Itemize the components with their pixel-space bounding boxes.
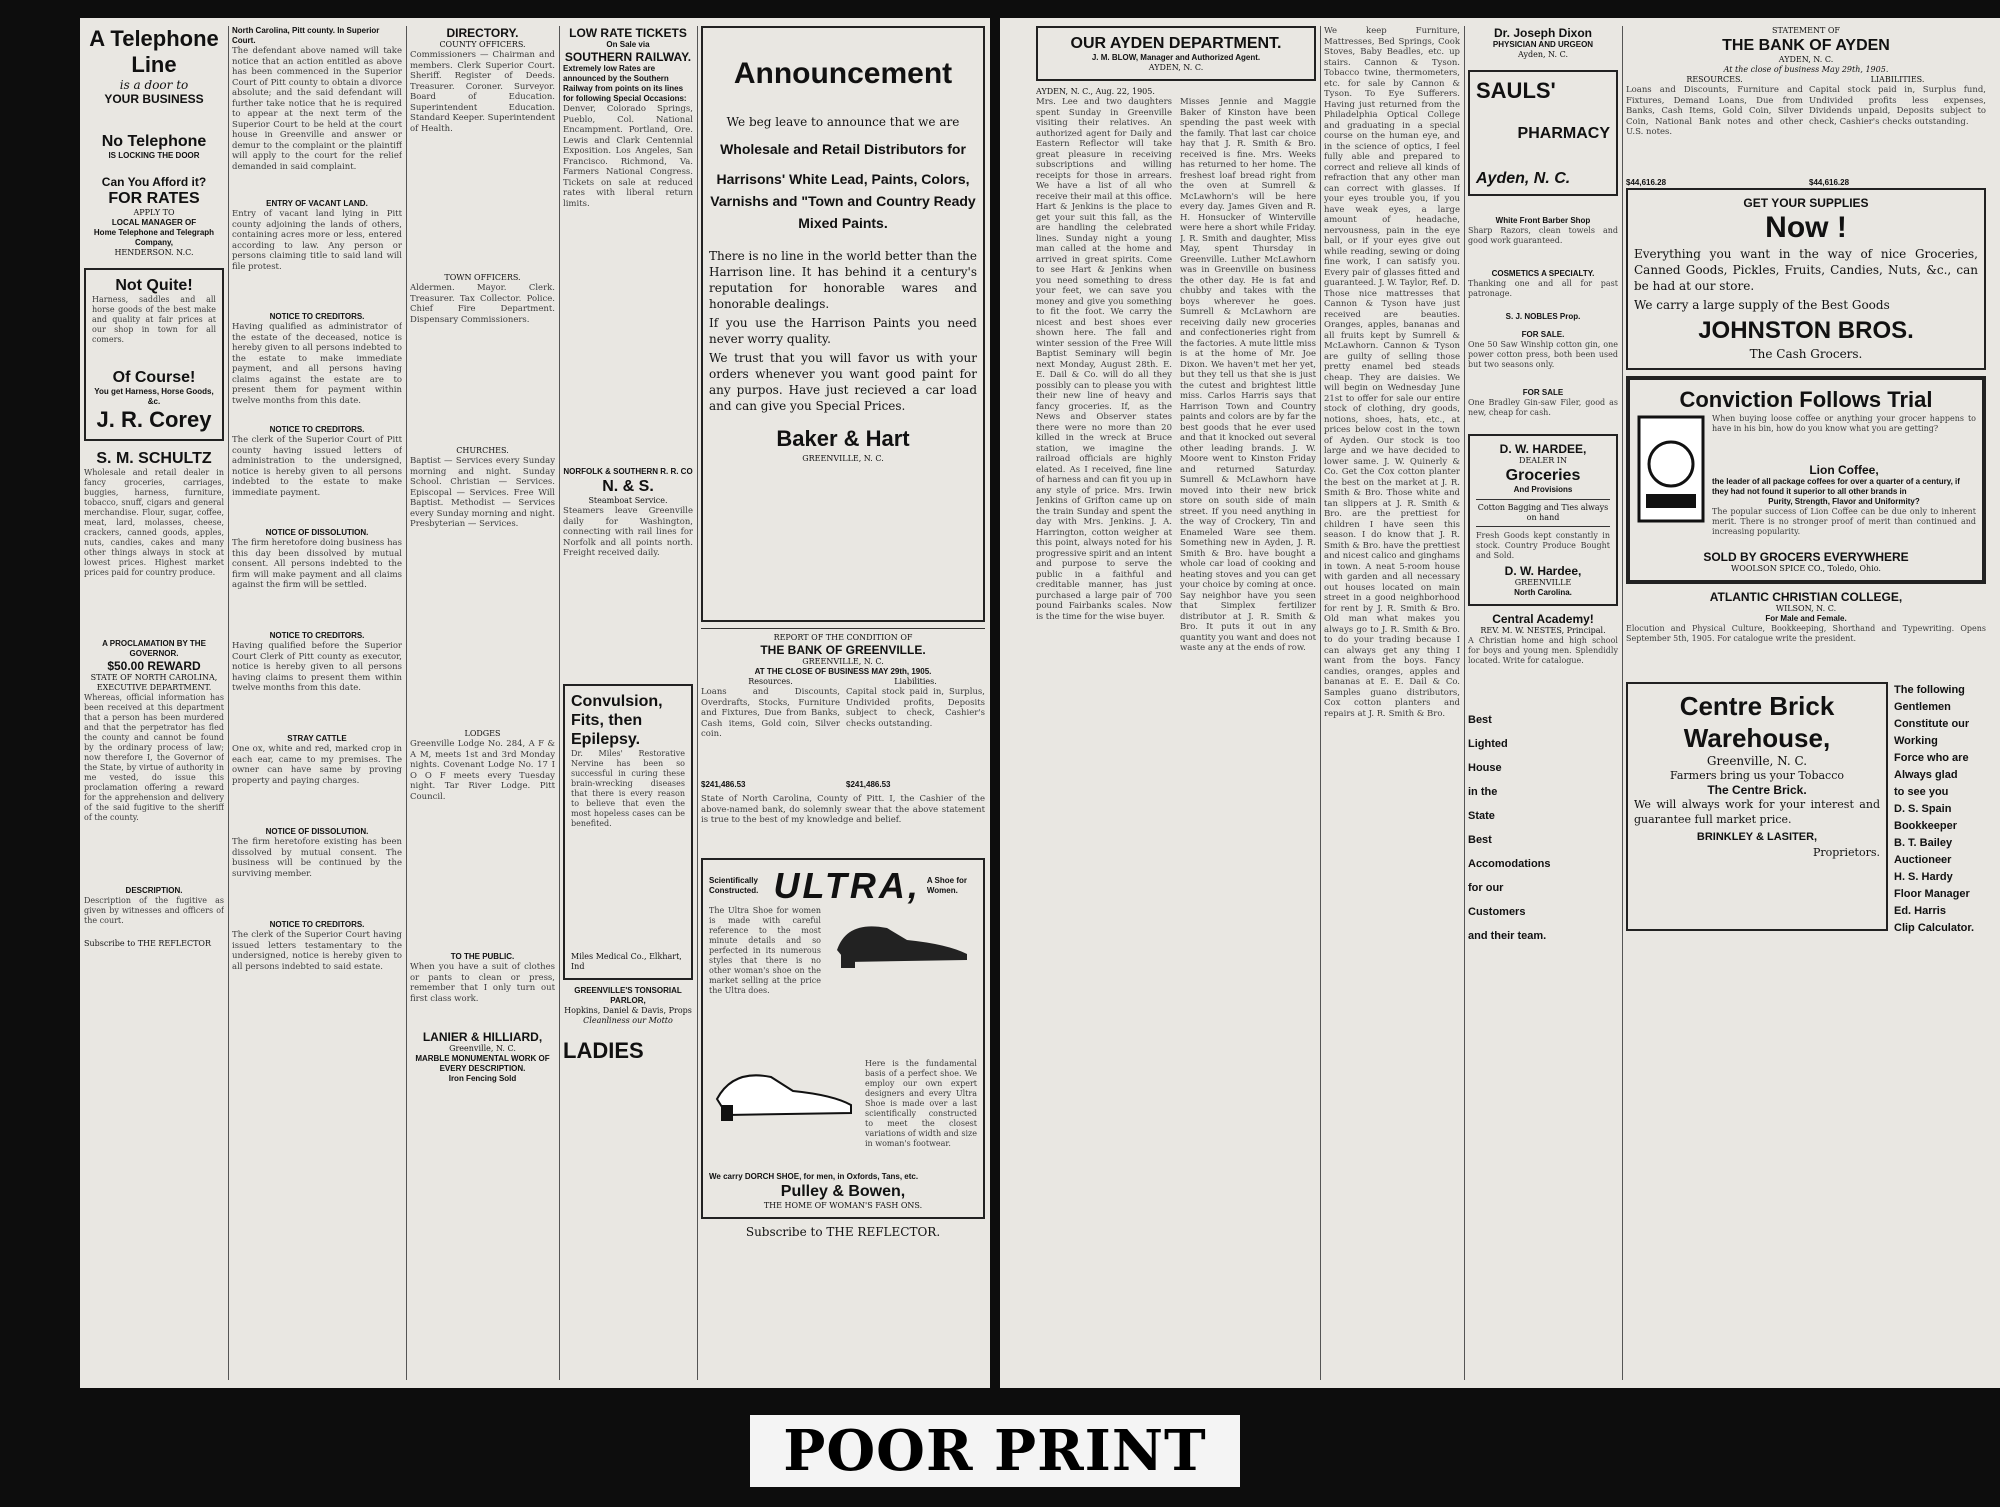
best-line: Accomodations	[1468, 858, 1551, 870]
barber-cosmetics: COSMETICS A SPECIALTY.	[1491, 269, 1595, 278]
convulsion-ad: Convulsion, Fits, then Epilepsy. Dr. Miles' Restorative Nervine has been so successful in curing these brain-wrecking diseases that there is every reason to believe that even the most hopeless cases can be benefited. Miles Medical Co., Elkhart, Ind	[563, 684, 693, 980]
best-line: Best	[1468, 714, 1492, 726]
announcement-body4: There is no line in the world better than the Harrison line. It has behind it a century's reputation for honorable wares and honorable dealings.	[709, 249, 977, 311]
dorch-shoe: We carry DORCH SHOE, for men, in Oxfords, Tans, etc.	[709, 1172, 919, 1181]
column-ayden-1: OUR AYDEN DEPARTMENT. J. M. BLOW, Manager and Authorized Agent. AYDEN, N. C. AYDEN, N. C., Aug. 22, 1905. Mrs. Lee and two daughters spent Sunday in Greenville visiting their relatives. An authorized agent for Daily and Eastern Reflector will take great pleasure in receiving subscriptions and willing receipts for those in arrears. We have a list of all who receive their mail at this office. Hart & Jenkins is the place to get your suit this fall, as the are handling the celebrated lines. Sunday night a young man called at the home and arrived in great spirits. Come to see Hart & Jenkins when you need something to dress your feet, we can save you money and give you something to fit the foot. We carry the nicest and best shoes ever shown here. The fall and winter session of the Free Will Baptist Seminary will begin next Monday, August 28th. E. E. Dail & Co. will do all they possibly can to please you with their new line of heavy and fancy groceries. If, as the News and Observer states there were no more than 20 killed in the wreck at Bruce station, we imagine the railroad officials are highly elated. As I received, fine line of harness and can fit you up in any style of price. Mrs. Irwin Jenkins of Grifton came up on the train Sunday and spent the day with Mrs. Jenkins. J. A. Harrington, cotton weigher at this point, always noted for his progressive spirit and an intent and purpose to serve the public in a faithful and creditable manner, has just purchased a large pair of 700 pound Fairbanks scales. Now is the time for the wise buyer. Misses Jennie and Maggie Baker of Kinston have been spending the past week with the family. That last car choice hay that J. R. Smith & Bro. received is fine. Mrs. Weeks has returned to her home. The freshest loaf bread right from the oven at Sumrell & McLawhorn's will be here every day. James Given and R. H. Honsucker of Winterville were here a short while Friday. J. R. Smith and daughter, Miss May, spent Thursday in Greenville. Luther McLawhorn was in Greenville on business the other day. He is fat and chubby and takes with the boys wherever he goes. Sumrell & McLawhorn are receiving daily new groceries and confectioneries right from the factories. A mute little miss is at the home of Mr. Joe Dixon. We haven't met her yet, but they tell us that she is just the cutest and brightest little miss. Carlos Harris says that Harrison Town and Country paints and colors are by far the best goods that he ever used and that it knocked out several other leading brands. J. W. Moore went to Kinston Friday and returned Saturday. Sumrell & McLawhorn have moved into their new brick store on south side of main street. If you need anything in the way of Crockery, Tin and Enameled Ware see them. Something new in Ayden, J. R. Smith & Bro. have bought a whole car load of cooking and heating stoves and you can get your choice by coming at once. Say neighbor have you seen that Simplex fertilizer distributor at J. R. Smith & Bro. It puts it out in any quantity you want and does not waste any at the ends of row.	[1036, 26, 1316, 1380]
lanier-city: Greenville, N. C.	[449, 1044, 516, 1053]
best-line: in the	[1468, 786, 1498, 798]
atlantic-city: WILSON, N. C.	[1775, 604, 1837, 613]
subscribe-left: Subscribe to THE REFLECTOR	[84, 939, 211, 948]
hardee-name: D. W. HARDEE,	[1499, 442, 1587, 456]
shoe-icon	[827, 910, 977, 970]
sauls-city: Ayden, N. C.	[1476, 170, 1571, 187]
telephone-apply: APPLY TO	[133, 208, 175, 217]
announcement-city: GREENVILLE, N. C.	[802, 454, 884, 463]
bank-ayden-liabilities: LIABILITIES.	[1870, 75, 1925, 84]
proclamation-desc: DESCRIPTION.	[125, 886, 183, 895]
column-ayden-2: We keep Furniture, Mattresses, Bed Springs, Cook Stoves, Baby Beadles, etc. up stairs. Cannon & Tyson. Tobacco twine, thermometers, etc. for sale by Cannon & Tyson. To Eye Sufferers. Having just returned from the Philadelphia Optical College and graduating in a special course on the human eye, and in the science of optics, I feel fully able and prepared to correct and relieve all kinds of refraction that any other man can correct with glasses. If your eyes trouble you, if you have weak eyes, a large amount of headache, nervousness, pain in the eye ball, or if your eyes give out while reading, sewing or doing fine work, I can satisfy you. Every pair of glasses fitted and guaranteed. J. W. Taylor, Ref. D. Those nice mattresses that Cannon & Tyson have just received are beauties. Oranges, apples, bananas and all fruits kept by Sumrell & McLawhorn. Cannon & Tyson are guilty of selling those pretty enamel bed steads cheap. They are daisies. We will begin on Wednesday June 21st to offer for sale our entire stock of clothing, dry goods, notions, shoes, hats, etc., at prices below cost in the town of Ayden. Our stock is too large and we have decided to lower same. J. W. Quinerly & Co. Get the Cox cotton planter the best on the market at J. R. Smith & Bro. Those white and tan slippers at J. R. Smith & Bro. are the prettiest for children I have seen this season. I do know that J. R. Smith & Bro. have the prettiest and nicest calico and ginghams in town. A neat 5-room house with garden and all necessary out houses located on main street in a good neighborhood for rent by J. R. Smith & Bro. Old man what makes you always go to J. R. Smith & Bro. to do your trading because I can always get any thing I want from the boys. Fancy candies, oranges, apples and bananas at E. E. Dail & Co. Samples guano distributors, Cox cotton planters and repairs at J. R. Smith & Bro.	[1324, 26, 1460, 719]
harness-text: You get Harness, Horse Goods, &c.	[94, 387, 214, 406]
best-line: for our	[1468, 882, 1504, 894]
railway-text: Extremely low Rates are announced by the Southern Railway from points on its lines for following Special Occasions:	[563, 64, 687, 103]
convulsion-co: Miles Medical Co., Elkhart, Ind	[571, 952, 682, 971]
bank-total-resources: $241,486.53	[701, 780, 746, 789]
bank-ayden-city: AYDEN, N. C.	[1778, 55, 1834, 64]
telephone-line6: Can You Afford it?	[101, 175, 207, 189]
hardee-provisions: And Provisions	[1513, 485, 1573, 494]
to-the-public-heading: TO THE PUBLIC.	[450, 952, 515, 961]
lion-purity: Purity, Strength, Flavor and Uniformity?	[1768, 497, 1920, 506]
bank-ayden-date: At the close of business May 29th, 1905.	[1723, 65, 1889, 74]
barber-prop: S. J. NOBLES Prop.	[1505, 312, 1581, 321]
staff-line: Constitute our	[1894, 718, 1970, 730]
column-rule	[406, 26, 407, 1380]
telephone-manager: LOCAL MANAGER OF	[111, 218, 197, 227]
best-line: Best	[1468, 834, 1492, 846]
bank-ayden-resources: RESOURCES.	[1686, 75, 1743, 84]
conviction-title: Conviction Follows Trial	[1679, 387, 1933, 412]
atlantic-title: ATLANTIC CHRISTIAN COLLEGE,	[1709, 590, 1903, 604]
telephone-line5: IS LOCKING THE DOOR	[108, 151, 200, 160]
bank-ayden-statement-label: STATEMENT OF	[1772, 26, 1840, 35]
supplies-firm: JOHNSTON BROS.	[1698, 317, 1914, 344]
pulley-bowen: Pulley & Bowen,	[780, 1183, 906, 1200]
best-line: State	[1468, 810, 1495, 822]
bank-greenville-city: GREENVILLE, N. C.	[802, 657, 884, 666]
supplies-body: Everything you want in the way of nice Groceries, Canned Goods, Pickles, Fruits, Candies, Nuts, &c., can be had at our store.	[1634, 247, 1978, 293]
brick-firm: BRINKLEY & LASITER,	[1696, 831, 1818, 843]
court-heading: North Carolina, Pitt county. In Superior Court.	[232, 26, 380, 45]
lion-leader: the leader of all package coffees for over a quarter of a century, if they had not found it superior to all other brands in	[1712, 477, 1960, 496]
brick-farmers: Farmers bring us your Tobacco	[1669, 769, 1845, 782]
centre-brick-ad	[1626, 682, 1888, 931]
staff-line: Auctioneer	[1894, 854, 1952, 866]
proclamation-title: A PROCLAMATION BY THE GOVERNOR.	[102, 639, 206, 658]
barber-title: White Front Barber Shop	[1495, 216, 1591, 225]
staff-line: H. S. Hardy	[1894, 871, 1953, 883]
poor-print-stamp: POOR PRINT	[750, 1415, 1240, 1487]
proclamation-reward: $50.00 REWARD	[107, 659, 201, 673]
newspaper-page-right	[1000, 18, 2000, 1388]
ladies-ad: LADIES	[563, 1038, 644, 1063]
corey-name: J. R. Corey	[96, 407, 212, 432]
announcement-ad	[701, 26, 985, 622]
conviction-ad: Conviction Follows Trial When buying loose coffee or anything your grocer happens to have in his bin, how do you know what you are getting? Lion Coffee, the leader of all package coffees for over a quarter of a century, if they had not found it superior to all other brands in Purity, Strength, Flavor and Uniformity? The popular success of Lion Coffee can be due only to inherent merit. There is no stronger proof of merit than continued and increasing popularity. SOLD BY GROCERS EVERYWHERE WOOLSON SPICE CO., Toledo, Ohio.	[1626, 376, 1986, 584]
staff-line: Always glad	[1894, 769, 1958, 781]
dixon-city: Ayden, N. C.	[1517, 50, 1569, 59]
telephone-city: HENDERSON. N.C.	[114, 248, 194, 257]
bank-report-label: REPORT OF THE CONDITION OF	[773, 633, 913, 642]
shoe-icon	[709, 1063, 859, 1123]
lodges-heading: LODGES	[464, 729, 501, 738]
telephone-company: Home Telephone and Telegraph Company,	[93, 228, 215, 247]
staff-line: Floor Manager	[1894, 888, 1970, 900]
column-railway: LOW RATE TICKETS On Sale via SOUTHERN RAILWAY. Extremely low Rates are announced by the Southern Railway from points on its lines for following Special Occasions: Denver, Colorado Springs, Pueblo, Col. National Encampment. Portland, Ore. Lewis and Clark Centennial Exposition. Los Angeles, San Francisco. Richmond, Va. Farmers National Congress. Tickets on sale at reduced rates with liberal return limits. NORFOLK & SOUTHERN R. R. CO N. & S. Steamboat Service. Steamers leave Greenville daily for Washington, connecting with rail lines for Norfolk and all points north. Freight received daily. Convulsion, Fits, then Epilepsy. Dr. Miles' Restorative Nervine has been so successful in curing these brain-wrecking diseases that there is every reason to believe that even the most hopeless cases can be benefited. Miles Medical Co., Elkhart, Ind GREENVILLE'S TONSORIAL PARLOR, Hopkins, Daniel & Davis, Props Cleanliness our Motto LADIES	[563, 26, 693, 1063]
ayden-dateline: AYDEN, N. C., Aug. 22, 1905.	[1036, 87, 1155, 96]
newspaper-page-left	[80, 18, 990, 1388]
iron-fencing: Iron Fencing Sold	[448, 1074, 517, 1083]
bank-greenville-name: THE BANK OF GREENVILLE.	[760, 643, 926, 657]
academy-principal: REV. M. W. NESTES, Principal.	[1480, 626, 1606, 635]
lion-sold: SOLD BY GROCERS EVERYWHERE	[1703, 550, 1909, 564]
norfolk-ns: N. & S.	[602, 478, 654, 495]
bank-ayden-total-liabilities: $44,616.28	[1809, 178, 1850, 187]
bank-ayden-total-resources: $44,616.28	[1626, 178, 1667, 187]
column-directory: DIRECTORY. COUNTY OFFICERS. Commissioners — Chairman and members. Clerk Superior Court. Sheriff. Register of Deeds. Treasurer. Coroner. Surveyor. Board of Education. Superintendent Education. Standard Keeper. Superintendent of Health. TOWN OFFICERS. Aldermen. Mayor. Clerk. Treasurer. Tax Collector. Police. Chief Fire Department. Dispensary Commissioners. CHURCHES. Baptist — Services every Sunday morning and night. Sunday School. Christian — Services. Episcopal — Services. Free Will Baptist. Methodist — Services every Sunday morning and night. Presbyterian — Services. LODGES Greenville Lodge No. 284, A F & A M, meets 1st and 3rd Monday nights. Covenant Lodge No. 17 I O O F meets every Tuesday night. Tar River Lodge. Pitt Council. TO THE PUBLIC. When you have a suit of clothes or pants to clean or press, remember that I only turn out first class work. LANIER & HILLIARD, Greenville, N. C. MARBLE MONUMENTAL WORK OF EVERY DESCRIPTION. Iron Fencing Sold	[410, 26, 555, 1083]
hardee-name-2: D. W. Hardee,	[1504, 564, 1582, 578]
dissolution-heading-1: NOTICE OF DISSOLUTION.	[265, 528, 369, 537]
staff-line: Force who are	[1894, 752, 1969, 764]
supplies-body2: We carry a large supply of the Best Goods	[1634, 298, 1890, 312]
county-officers-heading: COUNTY OFFICERS.	[439, 40, 526, 49]
lanier-name: LANIER & HILLIARD,	[422, 1030, 543, 1044]
brick-centre: The Centre Brick.	[1707, 783, 1807, 797]
staff-line: Bookkeeper	[1894, 820, 1957, 832]
staff-line: The following	[1894, 684, 1965, 696]
brick-title: Centre Brick Warehouse,	[1679, 691, 1835, 753]
announcement-title: Announcement	[733, 57, 953, 90]
best-line: Lighted	[1468, 738, 1508, 750]
steamboat-service: Steamboat Service.	[588, 496, 668, 505]
proclamation-state: STATE OF NORTH CAROLINA, EXECUTIVE DEPARTMENT.	[90, 673, 218, 692]
announcement-body2: Wholesale and Retail Distributors for	[720, 141, 966, 157]
announcement-body6: We trust that you will favor us with your orders whenever you want good paint for any purpos. Have just recieved a car load and can give you Special Prices.	[709, 351, 977, 413]
ayden-department-header	[1036, 26, 1316, 81]
supplies-ad	[1626, 188, 1986, 370]
schultz-title: S. M. SCHULTZ	[96, 450, 212, 467]
ayden-title: OUR AYDEN DEPARTMENT.	[1070, 35, 1282, 52]
column-rule	[559, 26, 560, 1380]
ultra-title: ULTRA,	[773, 865, 921, 906]
tonsorial-title: GREENVILLE'S TONSORIAL PARLOR,	[574, 986, 682, 1005]
tonsorial-names: Hopkins, Daniel & Davis, Props	[564, 1006, 692, 1015]
creditors-heading-4: NOTICE TO CREDITORS.	[269, 920, 365, 929]
bank-greenville-date: AT THE CLOSE OF BUSINESS MAY 29th, 1905.	[754, 667, 932, 676]
not-quite-ad: Not Quite! Harness, saddles and all horse goods of the best make and quality at fair prices at our shop in town for all comers. Of Course! You get Harness, Horse Goods, &c. J. R. Corey	[84, 268, 224, 441]
supplies-tag: The Cash Grocers.	[1749, 347, 1863, 361]
churches-heading: CHURCHES.	[456, 446, 509, 455]
announcement-body5: If you use the Harrison Paints you need never worry quality.	[709, 316, 977, 346]
creditors-heading-1: NOTICE TO CREDITORS.	[269, 312, 365, 321]
best-line: and their team.	[1468, 930, 1547, 942]
stray-cattle-heading: STRAY CATTLE	[287, 734, 347, 743]
telephone-line4: No Telephone	[101, 133, 207, 150]
coffee-package-icon	[1636, 414, 1706, 524]
tonsorial-motto: Cleanliness our Motto	[583, 1016, 673, 1025]
ultra-shoe-ad: Scientifically Constructed. ULTRA, A Shoe for Women. The Ultra Shoe for women is made with careful reference to the most minute details and so perfected in its numerous styles that there is no other woman's shoe on the market selling at the price the Ultra does. Here is the fundamental basis of a perfect shoe. We employ our own expert designers and every Ultra Shoe is made over a last scientifically constructed to meet the closest variations of width and size in woman's footwear. We carry DORCH SHOE, for men, in Oxfords, Tans, etc. Pulley & Bowen, THE HOME OF WOMAN'S FASH ONS.	[701, 858, 985, 1219]
staff-line: Gentlemen	[1894, 701, 1951, 713]
norfolk-title: NORFOLK & SOUTHERN R. R. CO	[563, 467, 693, 476]
ayden-manager: J. M. BLOW, Manager and Authorized Agent.	[1091, 53, 1261, 62]
hardee-cotton: Cotton Bagging and Ties always on hand	[1476, 499, 1610, 527]
column-rule	[697, 26, 698, 1380]
not-quite-title: Not Quite!	[115, 277, 193, 294]
for-sale-2: FOR SALE	[1522, 388, 1564, 397]
staff-line: B. T. Bailey	[1894, 837, 1953, 849]
telephone-line3: YOUR BUSINESS	[104, 92, 204, 106]
staff-line: Clip Calculator.	[1894, 922, 1975, 934]
column-telephone: A Telephone Line is a door to YOUR BUSINESS No Telephone IS LOCKING THE DOOR Can You Afford it? FOR RATES APPLY TO LOCAL MANAGER OF Home Telephone and Telegraph Company, HENDERSON. N.C. Not Quite! Harness, saddles and all horse goods of the best make and quality at fair prices at our shop in town for all comers. Of Course! You get Harness, Horse Goods, &c. J. R. Corey S. M. SCHULTZ Wholesale and retail dealer in fancy groceries, carriages, buggies, harness, furniture, tobacco, snuff, cigars and general merchandise. Flour, sugar, coffee, meat, lard, molasses, cheese, crackers, canned goods, apples, nuts, candies, cakes and many other things always in stock at lowest prices. Highest market prices paid for country produce. A PROCLAMATION BY THE GOVERNOR. $50.00 REWARD STATE OF NORTH CAROLINA, EXECUTIVE DEPARTMENT. Whereas, official information has been received at this department that a person has been murdered and that the perpetrator has fled the county and cannot be found by the ordinary process of law; now therefore I, the Governor of the State, by virtue of authority in me vested, do issue this proclamation offering a reward for the apprehension and delivery of the said fugitive to the sheriff of the county. DESCRIPTION. Description of the fugitive as given by witnesses and officers of the court. Subscribe to THE REFLECTOR	[84, 26, 224, 948]
telephone-title: A Telephone Line	[89, 26, 219, 77]
brick-prop: Proprietors.	[1812, 846, 1880, 859]
staff-line: Ed. Harris	[1894, 905, 1946, 917]
brick-body: We will always work for your interest and guarantee full market price.	[1634, 798, 1880, 826]
sauls-pharmacy-ad	[1468, 70, 1618, 196]
telephone-line2: is a door to	[119, 78, 189, 92]
best-line: Customers	[1468, 906, 1526, 918]
bank-ayden-statement: STATEMENT OF THE BANK OF AYDEN AYDEN, N. C. At the close of business May 29th, 1905. RESOURCES. Loans and Discounts, Furniture and Fixtures, Demand Loans, Due from Banks, Cash Items, Gold Coin, Silver Coin, National Bank notes and other U.S. notes. $44,616.28 LIABILITIES. Capital stock paid in, Surplus fund, Undivided profits less expenses, Dividends unpaid, Deposits subject to check, Cashier's checks outstanding. $44,616.28	[1626, 26, 1986, 187]
announcement-body3: Harrisons' White Lead, Paints, Colors, Varnishs and "Town and Country Ready Mixed Paints.	[710, 171, 976, 231]
dixon-title: PHYSICIAN AND URGEON	[1492, 40, 1594, 49]
ayden-city: AYDEN, N. C.	[1148, 63, 1204, 72]
column-ayden-ads: Dr. Joseph Dixon PHYSICIAN AND URGEON Ayden, N. C. SAULS' PHARMACY Ayden, N. C. White Front Barber Shop Sharp Razors, clean towels and good work guaranteed. COSMETICS A SPECIALTY. Thanking one and all for past patronage. S. J. NOBLES Prop. FOR SALE. One 50 Saw Winship cotton gin, one power cotton press, both been used but two seasons only. FOR SALE One Bradley Gin-saw Filer, good as new, cheap for cash. D. W. HARDEE, DEALER IN Groceries And Provisions Cotton Bagging and Ties always on hand Fresh Goods kept constantly in stock. Country Produce Bought and Sold. D. W. Hardee, GREENVILLE North Carolina. Central Academy! REV. M. W. NESTES, Principal. A Christian home and high school for boys and young men. Splendidly located. Write for catalogue. Best Lighted House in the State Best Accomodations for our Customers and their team.	[1468, 26, 1618, 1380]
bank-liabilities-heading: Liabilities.	[894, 677, 937, 686]
warehouse-staff-list	[1894, 682, 1986, 937]
announcement-firm: Baker & Hart	[776, 426, 910, 451]
dixon-name: Dr. Joseph Dixon	[1493, 26, 1593, 40]
lion-co: WOOLSON SPICE CO., Toledo, Ohio.	[1731, 564, 1881, 573]
bank-greenville-report: REPORT OF THE CONDITION OF THE BANK OF GREENVILLE. GREENVILLE, N. C. AT THE CLOSE OF BUSINESS MAY 29th, 1905. Resources. Loans and Discounts, Overdrafts, Stocks, Furniture and Fixtures, Due from Banks, Cash items, Gold coin, Silver coin. $241,486.53 Liabilities. Capital stock paid in, Surplus, Undivided profits, Deposits subject to check, Cashier's checks outstanding. $241,486.53 State of North Carolina, County of Pitt. I, the Cashier of the above-named bank, do solemnly swear that the above statement is true to the best of my knowledge and belief.	[701, 628, 985, 854]
town-officers-heading: TOWN OFFICERS.	[444, 273, 521, 282]
hardee-dealer: DEALER IN	[1519, 456, 1567, 465]
bank-total-liabilities: $241,486.53	[846, 780, 891, 789]
announcement-body1: We beg leave to announce that we are	[726, 115, 960, 129]
lion-coffee: Lion Coffee,	[1809, 463, 1879, 477]
staff-line: Working	[1894, 735, 1938, 747]
railway-road: SOUTHERN RAILWAY.	[564, 50, 692, 64]
brick-city: Greenville, N. C.	[1706, 754, 1808, 768]
sauls-name: SAULS'	[1476, 78, 1556, 103]
for-sale-1: FOR SALE.	[1521, 330, 1565, 339]
column-announcement	[701, 26, 985, 1380]
bank-resources-heading: Resources.	[748, 677, 793, 686]
creditors-heading-2: NOTICE TO CREDITORS.	[269, 425, 365, 434]
ultra-pre: Scientifically Constructed.	[709, 876, 759, 895]
railway-title: LOW RATE TICKETS	[569, 26, 687, 40]
best-line: House	[1468, 762, 1502, 774]
column-right-ads: STATEMENT OF THE BANK OF AYDEN AYDEN, N. C. At the close of business May 29th, 1905. RESOURCES. Loans and Discounts, Furniture and Fixtures, Demand Loans, Due from Banks, Cash Items, Gold Coin, Silver Coin, National Bank notes and other U.S. notes. $44,616.28 LIABILITIES. Capital stock paid in, Surplus fund, Undivided profits less expenses, Dividends unpaid, Deposits subject to check, Cashier's checks outstanding. $44,616.28 GET YOUR SUPPLIES Now ! Everything you want in the way of nice Groceries, Canned Goods, Pickles, Fruits, Candies, Nuts, &c., can be had at our store. We carry a large supply of the Best Goods JOHNSTON BROS. The Cash Grocers. Conviction Follows Trial When buying loose coffee or anything your grocer happens to have in his bin, how do you know what you are getting? Lion Coffee, the leader of all package coffees for over a quarter of a century, if they had not found it superior to all other brands in Purity, Strength, Flavor and Uniformity? The popular success of Lion Coffee can be due only to inherent merit. There is no stronger proof of merit than continued and increasing popularity. SOLD BY GROCERS EVERYWHERE WOOLSON SPICE CO., Toledo, Ohio. ATLANTIC CHRISTIAN COLLEGE, WILSON, N. C. For Male and Female. Elocution and Physical Culture, Bookkeeping, Shorthand and Typewriting. Opens September 5th, 1905. For catalogue write the president. Centre Brick Warehouse, Greenville, N. C. Farmers bring us your Tobacco The Centre Brick. We will always work for your interest and guarantee full market price. BRINKLEY & LASITER, Proprietors. The following Gentlemen Constitute our Working Force who are Always glad to see you D. S. Spain Bookkeeper B. T. Bailey Auctioneer H. S. Hardy Floor Manager Ed. Harris Clip Calculator.	[1626, 26, 1986, 1380]
supplies-title: GET YOUR SUPPLIES	[1743, 196, 1869, 210]
dixon-ad	[1468, 26, 1618, 60]
hardee-state: North Carolina.	[1514, 588, 1572, 597]
railway-sub: On Sale via	[606, 40, 650, 49]
column-rule	[1622, 26, 1623, 1380]
telephone-ad	[84, 26, 224, 258]
creditors-heading-3: NOTICE TO CREDITORS.	[269, 631, 365, 640]
column-rule	[1320, 26, 1321, 1380]
marble-work: MARBLE MONUMENTAL WORK OF EVERY DESCRIPTION.	[415, 1054, 550, 1073]
vacant-land-heading: ENTRY OF VACANT LAND.	[266, 199, 368, 208]
dissolution-heading-2: NOTICE OF DISSOLUTION.	[265, 827, 369, 836]
column-rule	[1464, 26, 1465, 1380]
sauls-pharmacy: PHARMACY	[1517, 125, 1610, 142]
supplies-now: Now !	[1765, 211, 1847, 244]
academy-title: Central Academy!	[1492, 612, 1594, 626]
hardee-groceries: Groceries	[1505, 467, 1581, 484]
telephone-line7: FOR RATES	[108, 190, 200, 207]
of-course-title: Of Course!	[112, 369, 196, 386]
hardee-ad: D. W. HARDEE, DEALER IN Groceries And Provisions Cotton Bagging and Ties always on hand Fresh Goods kept constantly in stock. Country Produce Bought and Sold. D. W. Hardee, GREENVILLE North Carolina.	[1468, 434, 1618, 606]
column-legal-notices: North Carolina, Pitt county. In Superior Court. The defendant above named will take notice that an action entitled as above has been commenced in the Superior Court of Pitt county to obtain a divorce absolute; and the said defendant will further take notice that he is required to appear at the next term of the Superior Court to be held at the court house in Greenville and answer or demur to the complaint or the plaintiff will apply to the court for the relief demanded in said complaint. ENTRY OF VACANT LAND. Entry of vacant land lying in Pitt county adjoining the lands of others, containing acres more or less, entered according to law. Any person or persons claiming title to said land will file protest. NOTICE TO CREDITORS. Having qualified as administrator of the estate of the deceased, notice is hereby given to all persons indebted to the estate to make immediate payment, and all persons having claims against the estate are to present them for payment within twelve months from this date. NOTICE TO CREDITORS. The clerk of the Superior Court of Pitt county having issued letters of administration to the undersigned, notice is hereby given to all persons indebted to the estate to make immediate payment. NOTICE OF DISSOLUTION. The firm heretofore doing business has this day been dissolved by mutual consent. All persons indebted to the firm will make payment and all claims against the firm will be settled. NOTICE TO CREDITORS. Having qualified before the Superior Court Clerk of Pitt county as executor, notice is hereby given to all persons having claims to present them within twelve months from this date. STRAY CATTLE One ox, white and red, marked crop in each ear, came to my premises. The owner can have same by proving property and paying charges. NOTICE OF DISSOLUTION. The firm heretofore existing has been dissolved by mutual consent. The business will be continued by the surviving member. NOTICE TO CREDITORS. The clerk of the Superior Court having issued letters testamentary to the undersigned, notice is hereby given to all persons indebted to said estate.	[232, 26, 402, 972]
best-lighted-list	[1468, 708, 1618, 948]
ultra-post: A Shoe for Women.	[926, 876, 967, 895]
subscribe-reflector: Subscribe to THE REFLECTOR.	[745, 1225, 941, 1239]
staff-line: to see you	[1894, 786, 1949, 798]
hardee-city: GREENVILLE	[1514, 578, 1572, 587]
directory-title: DIRECTORY.	[446, 26, 519, 40]
bank-ayden-name: THE BANK OF AYDEN	[1722, 37, 1890, 54]
pulley-tag: THE HOME OF WOMAN'S FASH ONS.	[763, 1201, 923, 1210]
atlantic-sub: For Male and Female.	[1765, 614, 1847, 623]
convulsion-title: Convulsion, Fits, then Epilepsy.	[571, 693, 663, 748]
staff-line: D. S. Spain	[1894, 803, 1952, 815]
column-rule	[228, 26, 229, 1380]
